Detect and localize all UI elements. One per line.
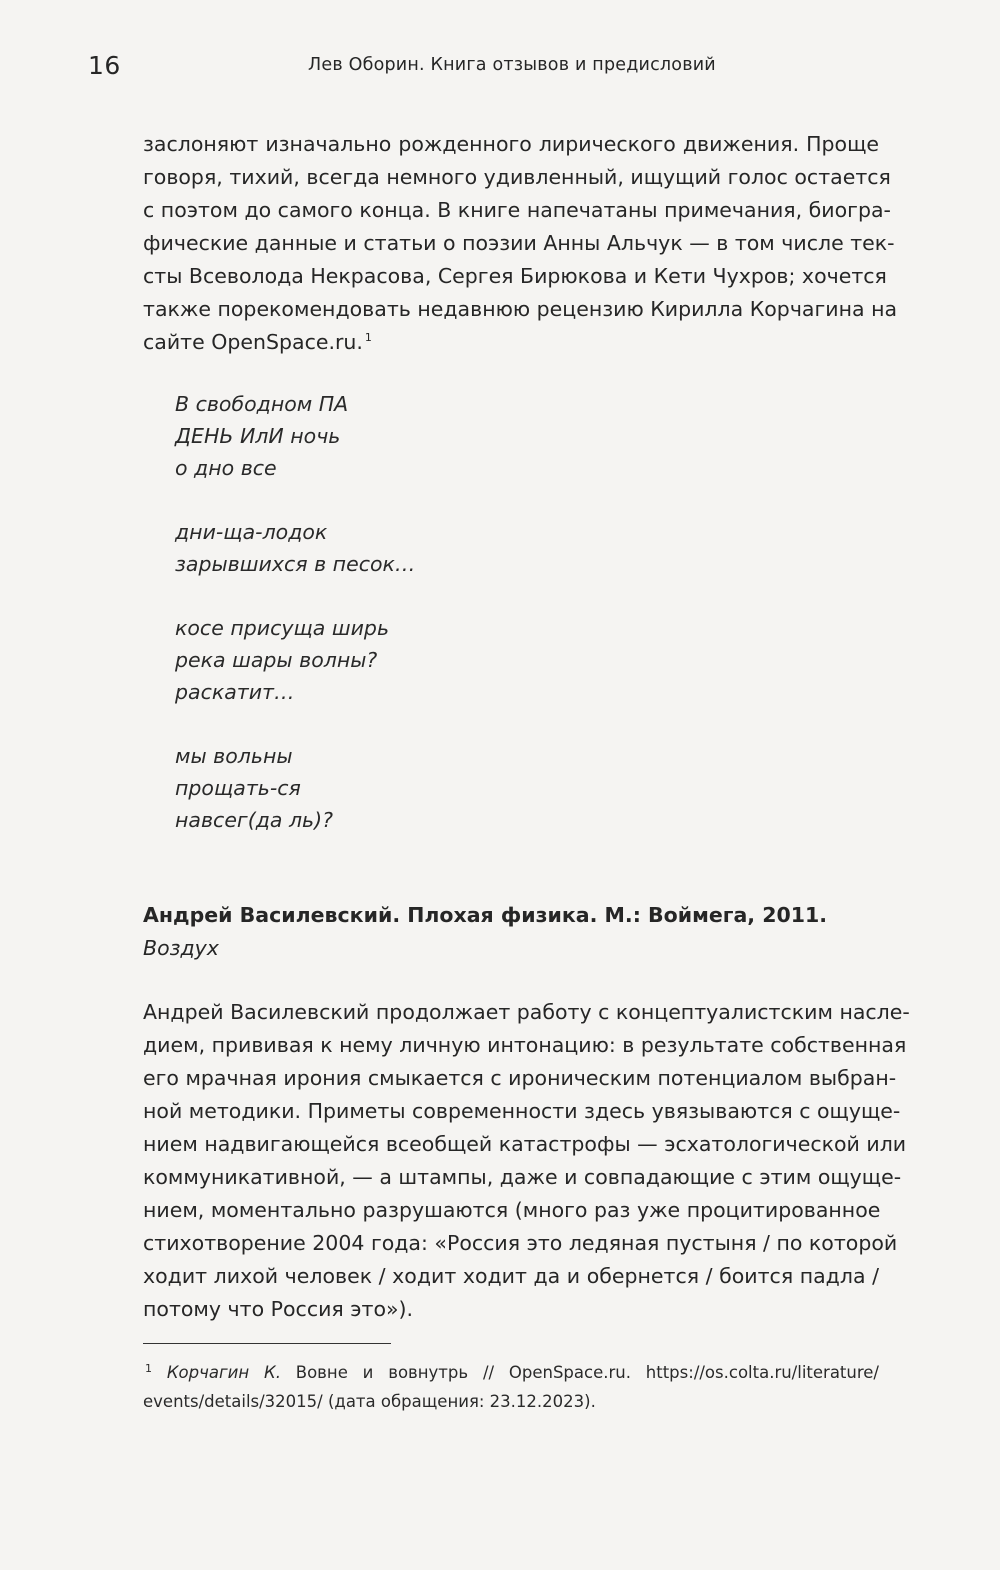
poem-line: ДЕНЬ ИлИ ночь xyxy=(175,424,341,448)
poem-stanza-1 xyxy=(175,388,415,484)
paragraph-line: нием надвигающейся всеобщей катастрофы — эсхатологической или xyxy=(143,1132,907,1156)
footnote-divider xyxy=(143,1343,391,1344)
paragraph-line: стихотворение 2004 года: «Россия это ледяная пустыня / по которой xyxy=(143,1231,898,1255)
paragraph-line: ходит лихой человек / ходит ходит да и обернется / боится падла / xyxy=(143,1264,879,1288)
poem-line: зарывшихся в песок… xyxy=(175,552,416,576)
paragraph-line: Андрей Василевский продолжает работу с концептуалистским насле- xyxy=(143,1000,910,1024)
page-number: 16 xyxy=(88,51,121,80)
poem-line: река шары волны? xyxy=(175,648,378,672)
poem-line: раскатит… xyxy=(175,680,295,704)
paragraph-line-text: сайте OpenSpace.ru. xyxy=(143,330,363,354)
footnote-number: 1 xyxy=(145,1361,152,1375)
paragraph-line: говоря, тихий, всегда немного удивленный, ищущий голос остается xyxy=(143,165,891,189)
paragraph-line: сты Всеволода Некрасова, Сергея Бирюкова и Кети Чухров; хочется xyxy=(143,264,887,288)
paragraph-line: заслоняют изначально рожденного лирического движения. Проще xyxy=(143,132,879,156)
running-head: Лев Оборин. Книга отзывов и предисловий xyxy=(308,55,716,75)
poem-line: мы вольны xyxy=(175,744,293,768)
paragraph-last-line: потому что Россия это»). xyxy=(143,1297,414,1321)
poem-line: о дно все xyxy=(175,456,277,480)
paragraph-line: коммуникативной, — а штампы, даже и совпадающие с этим ощуще- xyxy=(143,1165,902,1189)
footnote-marker[interactable]: 1 xyxy=(364,331,372,345)
paragraph-line: фические данные и статьи о поэзии Анны Альчук — в том числе тек- xyxy=(143,231,895,255)
poem-line: косе присуща ширь xyxy=(175,616,390,640)
poem-stanza-2 xyxy=(175,516,415,580)
footnote-line: events/details/32015/ (дата обращения: 23.12.2023). xyxy=(143,1392,596,1411)
poem-line: навсег(да ль)? xyxy=(175,808,334,832)
paragraph-line: также порекомендовать недавнюю рецензию Кирилла Корчагина на xyxy=(143,297,898,321)
paragraph-line: его мрачная ирония смыкается с ироническим потенциалом выбран- xyxy=(143,1066,897,1090)
poem-stanza-3 xyxy=(175,612,415,708)
body-paragraph-2 xyxy=(143,996,910,1326)
footnote-citation: Вовне и вовнутрь // OpenSpace.ru. https://os.colta.ru/literature/ xyxy=(295,1363,879,1382)
paragraph-line: нием, моментально разрушаются (много раз уже процитированное xyxy=(143,1198,881,1222)
body-paragraph-1 xyxy=(143,128,898,359)
footnote xyxy=(143,1358,879,1416)
poem-line: прощать-ся xyxy=(175,776,301,800)
section-subtitle: Воздух xyxy=(143,936,219,960)
section-title: Андрей Василевский. Плохая физика. М.: Воймега, 2011. xyxy=(143,903,828,927)
poem xyxy=(175,388,415,868)
paragraph-line: дием, прививая к нему личную интонацию: в результате собственная xyxy=(143,1033,907,1057)
paragraph-line: ной методики. Приметы современности здесь увязываются с ощуще- xyxy=(143,1099,901,1123)
paragraph-last-line xyxy=(143,326,879,359)
footnote-line xyxy=(143,1358,879,1387)
paragraph-line: с поэтом до самого конца. В книге напечатаны примечания, биогра- xyxy=(143,198,891,222)
poem-line: дни-ща-лодок xyxy=(175,520,328,544)
poem-stanza-4 xyxy=(175,740,415,836)
footnote-author: Корчагин К. xyxy=(166,1363,281,1382)
poem-line: В свободном ПА xyxy=(175,392,349,416)
